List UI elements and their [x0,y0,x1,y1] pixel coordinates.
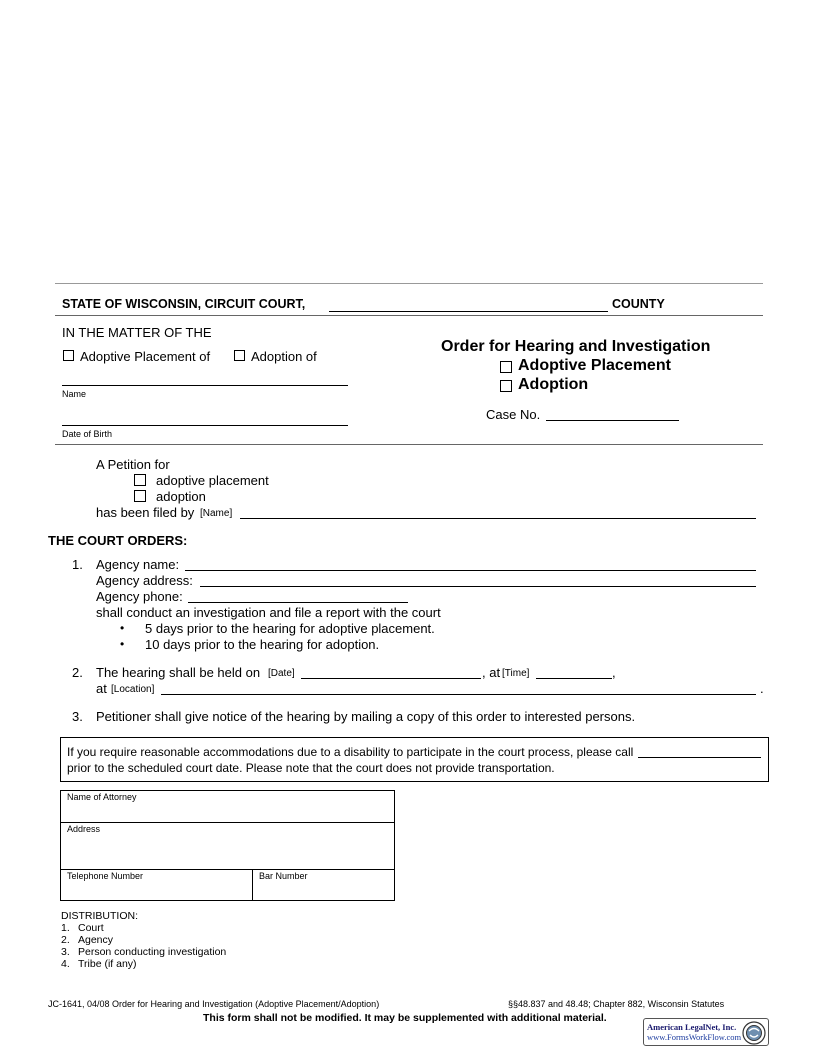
bullet-2-icon: • [120,637,125,651]
agency-name-field[interactable] [185,570,756,571]
footer-form-id: JC-1641, 04/08 Order for Hearing and Investigation (Adoptive Placement/Adoption) [48,999,380,1009]
dob-label: Date of Birth [62,429,113,439]
attorney-divider-1 [60,822,395,823]
accommodation-line-2: prior to the scheduled court date. Please note that the court does not provide transportation. [67,761,555,775]
hearing-location-period: . [760,681,764,696]
attorney-address-label: Address [67,824,101,834]
bullet-2-text: 10 days prior to the hearing for adoption. [145,637,380,652]
order-2-number: 2. [72,665,83,680]
agency-phone-field[interactable] [188,602,408,603]
distribution-item-2-num: 2. [61,934,70,946]
matter-heading: IN THE MATTER OF THE [62,325,212,340]
distribution-item-1: Court [78,922,104,934]
agency-address-field[interactable] [200,586,756,587]
dob-field[interactable] [62,425,348,426]
county-field[interactable] [329,311,608,312]
agency-name-label: Agency name: [96,557,180,572]
county-label: COUNTY [612,297,665,311]
accommodation-box [60,737,769,782]
adoption-checkbox[interactable] [234,350,245,361]
form-title: Order for Hearing and Investigation [441,338,711,355]
court-orders-heading: THE COURT ORDERS: [48,533,188,548]
agency-phone-label: Agency phone: [96,589,183,604]
distribution-heading: DISTRIBUTION: [61,910,139,922]
distribution-item-4: Tribe (if any) [78,958,137,970]
adoption-label: Adoption of [251,349,317,364]
attorney-phone-label: Telephone Number [67,871,144,881]
attorney-bar-label: Bar Number [259,871,308,881]
filed-by-field[interactable] [240,518,756,519]
attorney-divider-vertical [252,869,253,901]
hearing-time-hint: [Time] [502,668,530,679]
footer-statutes: §§48.837 and 48.48; Chapter 882, Wisconsin Statutes [508,999,725,1009]
attorney-box [60,790,395,901]
notice-text: Petitioner shall give notice of the hearing by mailing a copy of this order to interested persons. [96,709,636,724]
petition-intro: A Petition for [96,457,170,472]
state-court-label: STATE OF WISCONSIN, CIRCUIT COURT, [62,297,306,311]
accommodation-line-1: If you require reasonable accommodations due to a disability to participate in the court process, please call [67,745,634,759]
attorney-name-label: Name of Attorney [67,792,137,802]
attorney-divider-2 [60,869,395,870]
logo-line-2: www.FormsWorkFlow.com [647,1032,742,1042]
title-adoption-label: Adoption [518,376,589,393]
legalnet-logo[interactable] [643,1018,769,1046]
caption-divider [55,444,763,445]
distribution-item-2: Agency [78,934,114,946]
name-field[interactable] [62,385,348,386]
case-no-field[interactable] [546,420,679,421]
title-adoption-checkbox[interactable] [500,380,512,392]
title-adoptive-placement-label: Adoptive Placement [518,357,671,374]
distribution-item-4-num: 4. [61,958,70,970]
investigation-instruction: shall conduct an investigation and file a report with the court [96,605,441,620]
hearing-text: The hearing shall be held on [96,665,261,680]
petition-adoption-label: adoption [156,489,206,504]
distribution-item-3: Person conducting investigation [78,946,227,958]
bullet-1-icon: • [120,621,125,635]
hearing-at-label: , at [482,665,501,680]
adoptive-placement-checkbox[interactable] [63,350,74,361]
order-1-number: 1. [72,557,83,572]
accommodation-phone-field[interactable] [638,757,761,758]
hearing-date-field[interactable] [301,678,481,679]
title-adoptive-placement-checkbox[interactable] [500,361,512,373]
petition-adoptive-placement-label: adoptive placement [156,473,269,488]
filed-by-label: has been filed by [96,505,195,520]
top-divider [55,283,763,284]
footer-notice: This form shall not be modified. It may be supplemented with additional material. [203,1012,607,1024]
hearing-location-hint: [Location] [111,684,155,695]
distribution-item-1-num: 1. [61,922,70,934]
agency-address-label: Agency address: [96,573,193,588]
hearing-date-hint: [Date] [268,668,295,679]
petition-adoption-checkbox[interactable] [134,490,146,502]
petition-adoptive-placement-checkbox[interactable] [134,474,146,486]
hearing-comma: , [612,665,616,680]
globe-icon [742,1021,766,1045]
header-divider [55,315,763,316]
name-label: Name [62,389,87,399]
order-3-number: 3. [72,709,83,724]
adoptive-placement-label: Adoptive Placement of [80,349,211,364]
hearing-time-field[interactable] [536,678,612,679]
bullet-1-text: 5 days prior to the hearing for adoptive placement. [145,621,435,636]
hearing-location-field[interactable] [161,694,756,695]
hearing-at-location-label: at [96,681,107,696]
filed-by-name-hint: [Name] [200,508,233,519]
case-no-label: Case No. [486,407,541,422]
logo-line-1: American LegalNet, Inc. [647,1022,737,1032]
distribution-item-3-num: 3. [61,946,70,958]
